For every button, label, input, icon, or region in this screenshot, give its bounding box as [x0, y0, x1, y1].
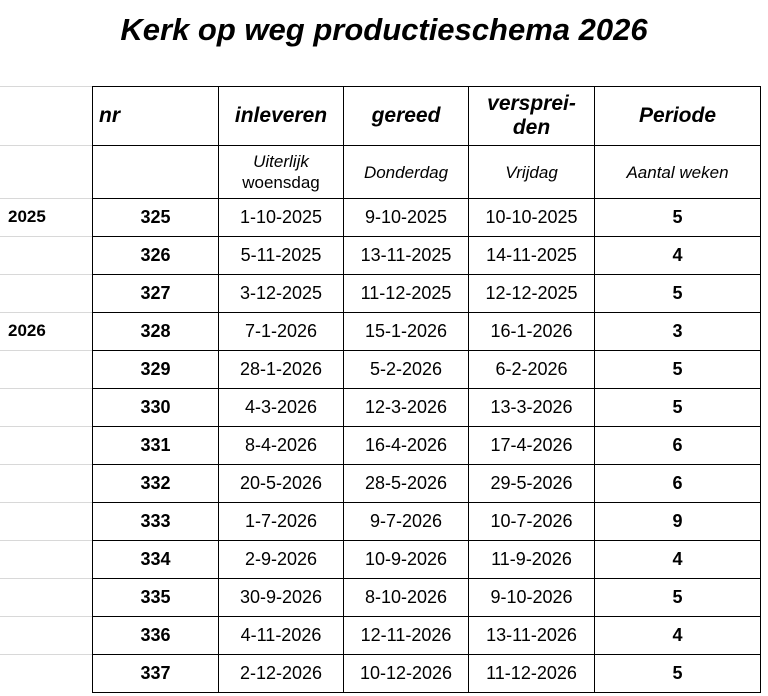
table-row — [93, 275, 761, 313]
cell-gereed: 9-7-2026 — [344, 503, 469, 541]
cell-inleveren: 4-11-2026 — [219, 617, 344, 655]
cell-periode: 5 — [595, 579, 761, 617]
cell-verspreiden: 11-9-2026 — [469, 541, 595, 579]
cell-verspreiden: 14-11-2025 — [469, 237, 595, 275]
year-column — [0, 0, 93, 696]
cell-nr: 333 — [93, 503, 219, 541]
cell-inleveren: 7-1-2026 — [219, 313, 344, 351]
cell-gereed: 11-12-2025 — [344, 275, 469, 313]
table-row — [93, 389, 761, 427]
year-gridline — [0, 388, 93, 389]
cell-gereed: 10-9-2026 — [344, 541, 469, 579]
table-row — [93, 579, 761, 617]
year-gridline — [0, 502, 93, 503]
cell-periode: 6 — [595, 465, 761, 503]
year-label-2026: 2026 — [8, 321, 46, 340]
cell-periode: 4 — [595, 617, 761, 655]
cell-verspreiden: 13-3-2026 — [469, 389, 595, 427]
year-gridline — [0, 578, 93, 579]
table-row — [93, 617, 761, 655]
year-gridline — [0, 464, 93, 465]
header-gereed: gereed — [344, 87, 469, 146]
header-verspreiden — [469, 87, 595, 146]
cell-nr: 336 — [93, 617, 219, 655]
cell-nr: 325 — [93, 199, 219, 237]
cell-gereed: 5-2-2026 — [344, 351, 469, 389]
cell-inleveren: 1-10-2025 — [219, 199, 344, 237]
year-gridline — [0, 426, 93, 427]
cell-nr: 334 — [93, 541, 219, 579]
year-gridline — [0, 654, 93, 655]
cell-periode: 9 — [595, 503, 761, 541]
cell-periode: 5 — [595, 389, 761, 427]
table-row — [93, 427, 761, 465]
year-label-2025: 2025 — [8, 207, 46, 226]
subheader-nr — [93, 146, 219, 199]
cell-periode: 5 — [595, 351, 761, 389]
cell-periode: 3 — [595, 313, 761, 351]
cell-gereed: 12-3-2026 — [344, 389, 469, 427]
cell-verspreiden: 6-2-2026 — [469, 351, 595, 389]
cell-nr: 330 — [93, 389, 219, 427]
cell-periode: 5 — [595, 199, 761, 237]
table-row — [93, 237, 761, 275]
subheader-periode: Aantal weken — [595, 146, 761, 199]
table-row — [93, 541, 761, 579]
cell-inleveren: 2-9-2026 — [219, 541, 344, 579]
cell-inleveren: 8-4-2026 — [219, 427, 344, 465]
year-gridline — [0, 236, 93, 237]
cell-gereed: 28-5-2026 — [344, 465, 469, 503]
subheader-gereed: Donderdag — [344, 146, 469, 199]
cell-gereed: 15-1-2026 — [344, 313, 469, 351]
cell-verspreiden: 11-12-2026 — [469, 655, 595, 693]
cell-inleveren: 5-11-2025 — [219, 237, 344, 275]
cell-nr: 335 — [93, 579, 219, 617]
cell-nr: 329 — [93, 351, 219, 389]
cell-verspreiden: 16-1-2026 — [469, 313, 595, 351]
table-row — [93, 313, 761, 351]
table-row — [93, 655, 761, 693]
cell-verspreiden: 13-11-2026 — [469, 617, 595, 655]
cell-nr: 328 — [93, 313, 219, 351]
subheader-inleveren-line2: woensdag — [242, 173, 320, 192]
cell-nr: 337 — [93, 655, 219, 693]
cell-nr: 331 — [93, 427, 219, 465]
cell-verspreiden: 10-7-2026 — [469, 503, 595, 541]
cell-inleveren: 3-12-2025 — [219, 275, 344, 313]
cell-verspreiden: 9-10-2026 — [469, 579, 595, 617]
header-inleveren: inleveren — [219, 87, 344, 146]
header-verspreiden-line1: versprei- — [487, 92, 576, 115]
cell-verspreiden: 10-10-2025 — [469, 199, 595, 237]
production-schedule-table — [92, 86, 761, 693]
table-row — [93, 351, 761, 389]
cell-periode: 4 — [595, 237, 761, 275]
cell-gereed: 16-4-2026 — [344, 427, 469, 465]
cell-inleveren: 20-5-2026 — [219, 465, 344, 503]
table-row — [93, 465, 761, 503]
cell-verspreiden: 12-12-2025 — [469, 275, 595, 313]
year-gridline — [0, 616, 93, 617]
cell-inleveren: 28-1-2026 — [219, 351, 344, 389]
cell-gereed: 10-12-2026 — [344, 655, 469, 693]
cell-gereed: 12-11-2026 — [344, 617, 469, 655]
cell-gereed: 9-10-2025 — [344, 199, 469, 237]
cell-verspreiden: 17-4-2026 — [469, 427, 595, 465]
cell-periode: 5 — [595, 275, 761, 313]
cell-inleveren: 30-9-2026 — [219, 579, 344, 617]
cell-nr: 332 — [93, 465, 219, 503]
header-periode: Periode — [595, 87, 761, 146]
header-verspreiden-line2: den — [512, 116, 551, 139]
header-row — [93, 87, 761, 146]
year-gridline — [0, 274, 93, 275]
year-gridline — [0, 86, 93, 87]
cell-gereed: 8-10-2026 — [344, 579, 469, 617]
cell-periode: 4 — [595, 541, 761, 579]
cell-inleveren: 4-3-2026 — [219, 389, 344, 427]
year-gridline — [0, 350, 93, 351]
cell-inleveren: 1-7-2026 — [219, 503, 344, 541]
subheader-row — [93, 146, 761, 199]
subheader-inleveren-line1: Uiterlijk — [253, 152, 309, 171]
cell-periode: 6 — [595, 427, 761, 465]
table-row — [93, 199, 761, 237]
subheader-inleveren — [219, 146, 344, 199]
header-nr: nr — [93, 87, 219, 146]
year-gridline — [0, 540, 93, 541]
subheader-verspreiden: Vrijdag — [469, 146, 595, 199]
table-row — [93, 503, 761, 541]
cell-verspreiden: 29-5-2026 — [469, 465, 595, 503]
cell-inleveren: 2-12-2026 — [219, 655, 344, 693]
cell-nr: 326 — [93, 237, 219, 275]
page-title: Kerk op weg productieschema 2026 — [120, 12, 648, 47]
year-gridline — [0, 145, 93, 146]
cell-periode: 5 — [595, 655, 761, 693]
cell-nr: 327 — [93, 275, 219, 313]
cell-gereed: 13-11-2025 — [344, 237, 469, 275]
